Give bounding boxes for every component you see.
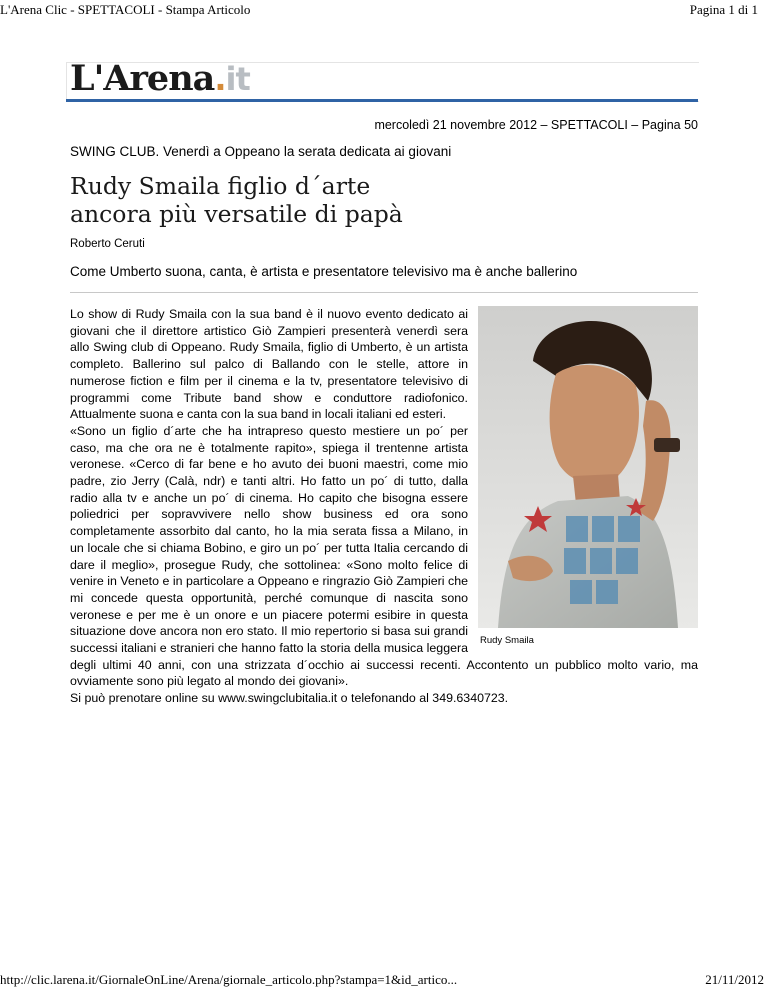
- masthead: [66, 58, 699, 102]
- print-page-title: L'Arena Clic - SPETTACOLI - Stampa Articolo: [0, 2, 251, 17]
- divider: [70, 292, 698, 293]
- paragraph-1: Lo show di Rudy Smaila con la sua band è il nuovo evento dedicato ai giovani che il direttore artistico Giò Zampieri presenterà venerdì sera allo Swing club di Oppeano. Rudy Smaila, figlio di Umberto, è un artista completo. Ballerino sul palco di Ballando con le stelle, attore in numerose fiction e film per il cinema e la tv, presentatore televisivo di programmi come Tribute band show e conduttore radiofonico. Attualmente suona e canta con la sua band in locali italiani ed esteri.: [70, 307, 468, 422]
- author: Roberto Ceruti: [70, 238, 145, 250]
- logo-dot: .: [214, 60, 226, 98]
- kicker: SWING CLUB. Venerdì a Oppeano la serata dedicata ai giovani: [70, 144, 452, 159]
- print-date: 21/11/2012: [705, 972, 764, 987]
- headline-line-2: ancora più versatile di papà: [70, 200, 403, 228]
- logo-tld: it: [225, 60, 250, 98]
- page-url: http://clic.larena.it/GiornaleOnLine/Arena/giornale_articolo.php?stampa=1&id_artico...: [0, 972, 458, 987]
- photo-figure: [478, 306, 698, 650]
- article-photo: [478, 306, 698, 628]
- paragraph-3: Si può prenotare online su www.swingclubitalia.it o telefonando al 349.6340723.: [70, 691, 509, 706]
- headline: [70, 172, 690, 228]
- logo-brand: L'Arena: [70, 58, 215, 99]
- article-body: [70, 306, 698, 707]
- photo-caption: Rudy Smaila: [480, 635, 534, 646]
- paragraph-2: «Sono un figlio d´arte che ha intrapreso questo mestiere un po´ per caso, ma che ora ne è totalmente rapito», spiega il trentenne artista veronese. «Cerco di far bene e ho avuto dei buoni maestri, come mio padre, zio Jerry (Calà, ndr) e tanti altri. Ho fatto un po´ di tutto, dalla radio alla tv e anche un po´ di cinema. Ho capito che bisogna essere poliedrici per sopravvivere nello show business ed ora sono completamente assorbito dal canto, ho la mia serata fissa a Milano, in un locale che si chiama Bobino, e giro un po´ per tutta Italia cercando di dare il meglio», prosegue Rudy, che sottolinea: «Sono molto felice di venire in Veneto e in particolare a Oppeano e ringrazio Giò Zampieri che mi concede questa opportunità, perché comunque di nascita sono veronese e per me è un onore e un piacere potermi esibire in questa situazione dove ancora non ero stato. Il mio repertorio si basa sui grandi successi italiani e stranieri che hanno fatto la storia della musica leggera degli ultimi 40 anni, con una strizzata d´occhio ai successi recenti. Accontento un pubblico molto vario, ma ovviamente sono più legato al mondo dei giovani».: [70, 423, 698, 689]
- masthead-rule: [66, 99, 698, 102]
- dateline: mercoledì 21 novembre 2012 – SPETTACOLI – Pagina 50: [374, 118, 698, 132]
- larena-logo[interactable]: [70, 59, 250, 99]
- summary: Come Umberto suona, canta, è artista e presentatore televisivo ma è anche ballerino: [70, 264, 578, 279]
- page-number: Pagina 1 di 1: [689, 2, 758, 17]
- headline-line-1: Rudy Smaila figlio d´arte: [70, 172, 371, 200]
- print-header: [0, 2, 768, 18]
- print-footer: [0, 972, 768, 988]
